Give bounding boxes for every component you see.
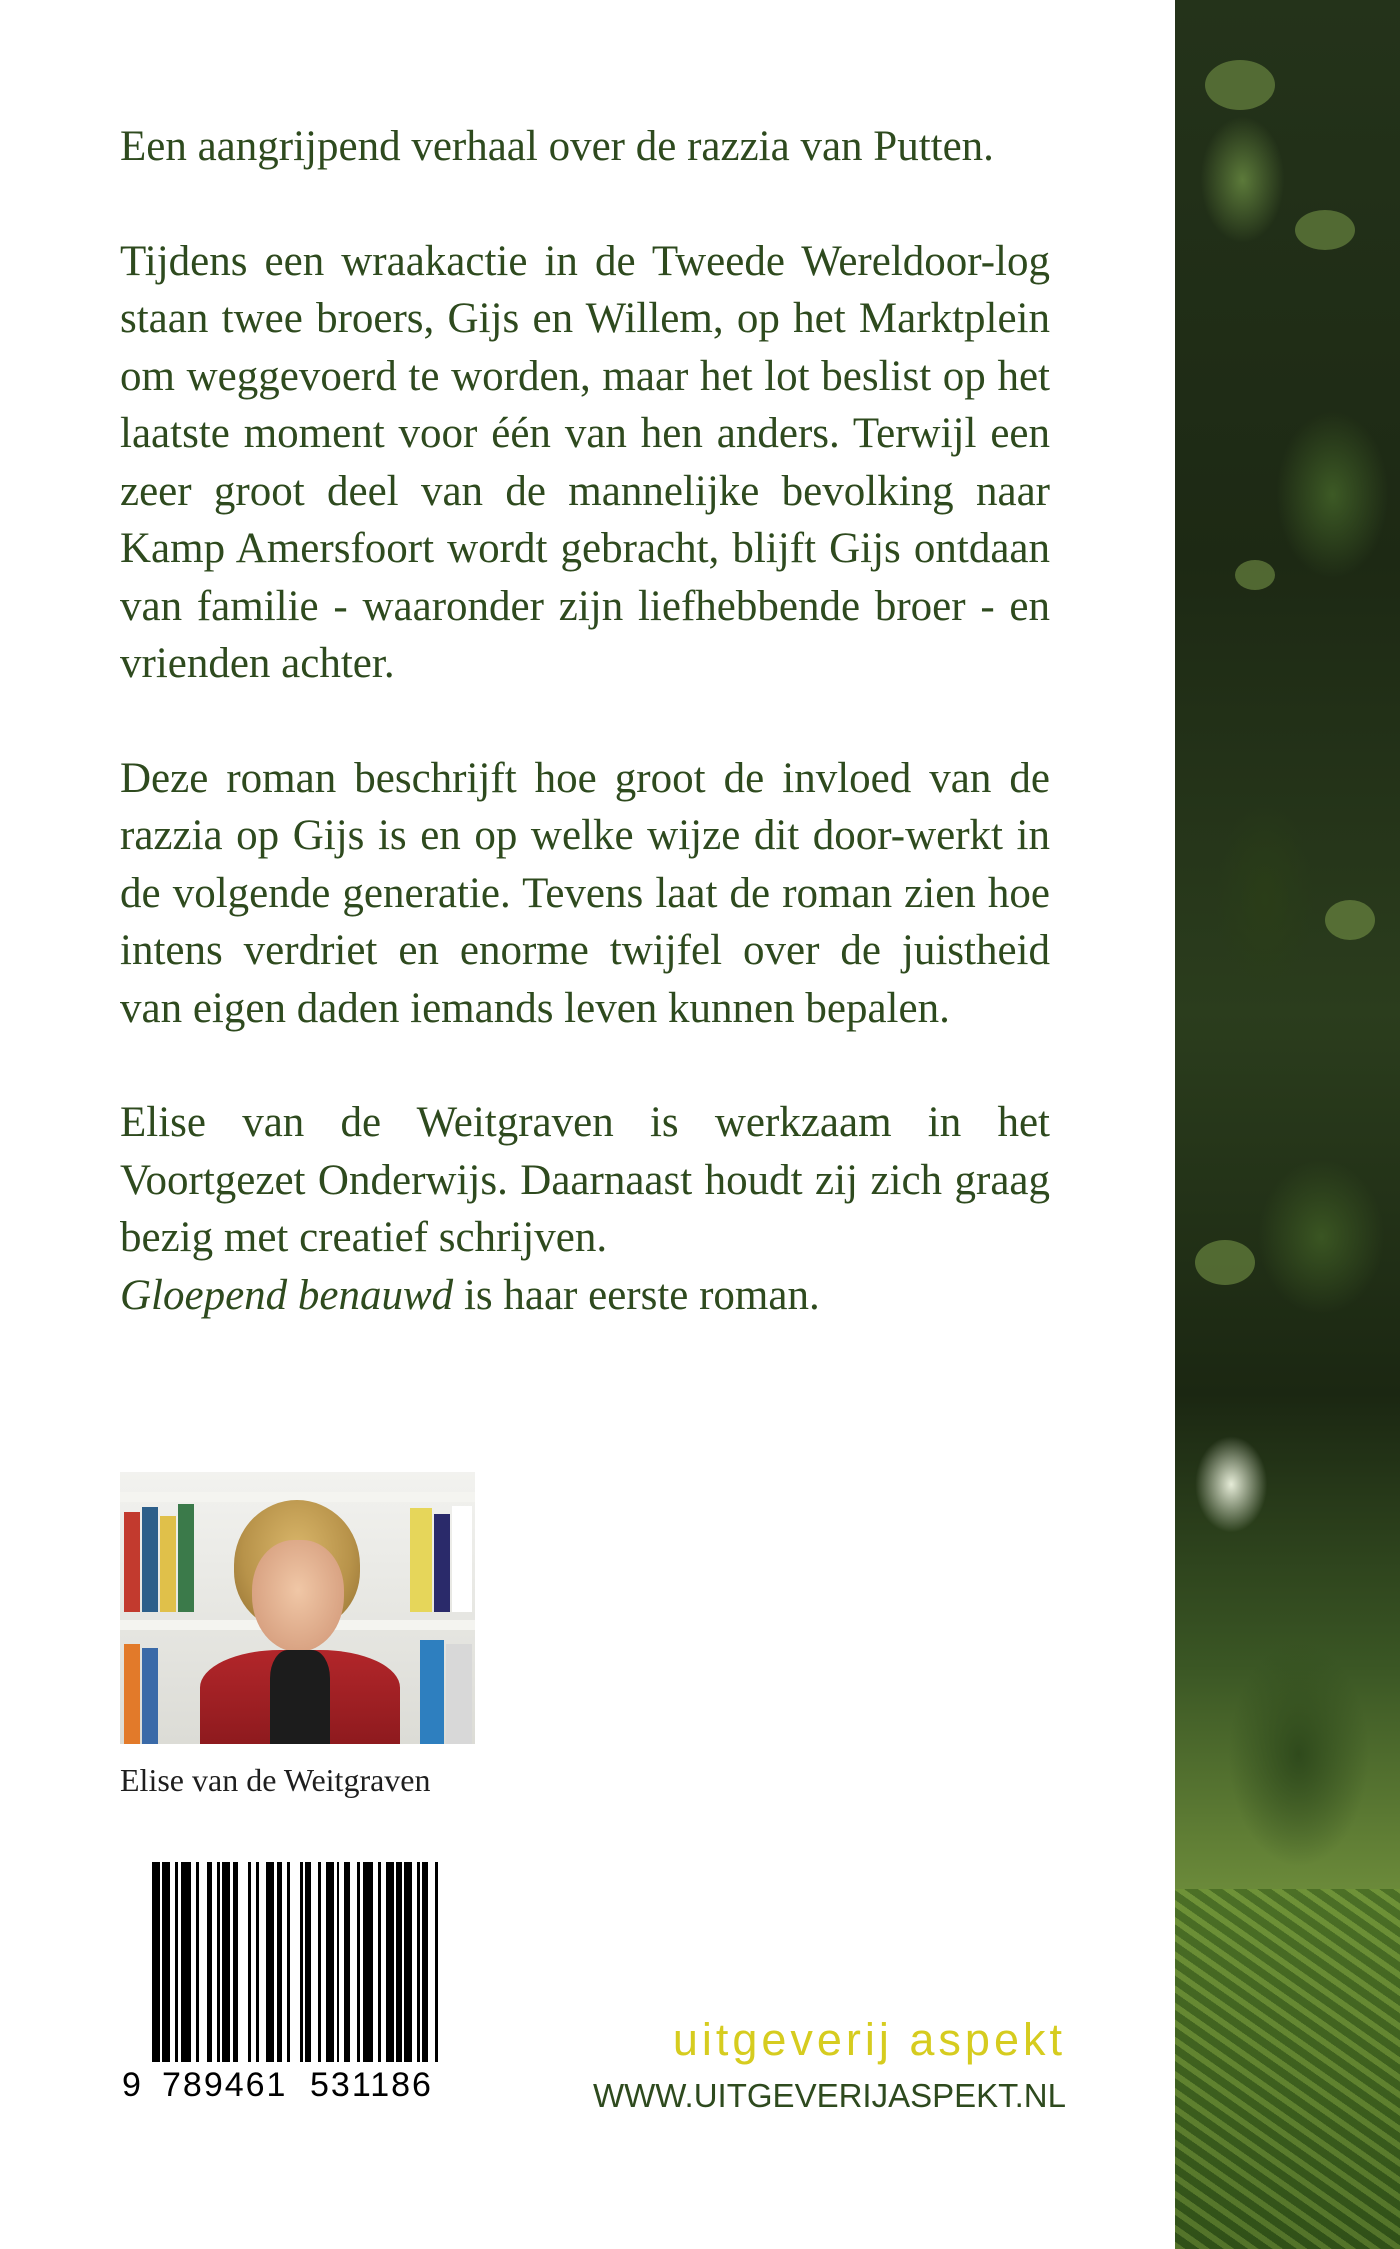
barcode-bar [256, 1862, 259, 2062]
barcode-bar [404, 1862, 412, 2062]
barcode-bar [300, 1862, 303, 2062]
barcode-bar [266, 1862, 274, 2062]
barcode-bar [196, 1862, 199, 2062]
barcode-bar [435, 1862, 438, 2062]
barcode-bar [248, 1862, 251, 2062]
barcode-bar [305, 1862, 310, 2062]
barcode-bar [277, 1862, 282, 2062]
barcode-bar [337, 1862, 340, 2062]
barcode-digit-prefix: 9 [122, 2066, 142, 2104]
barcode-bar [386, 1862, 394, 2062]
barcode-digit-group-1: 789461 [162, 2066, 288, 2104]
blurb-text [120, 118, 1050, 1324]
barcode-bar [287, 1862, 290, 2062]
barcode-bar [422, 1862, 427, 2062]
barcode-bar [162, 1862, 170, 2062]
barcode-bars [152, 1862, 457, 2062]
barcode-bar [396, 1862, 401, 2062]
barcode-bar [417, 1862, 420, 2062]
barcode-bar [207, 1862, 212, 2062]
author-bio-text: Elise van de Weitgraven is werkzaam in het Voortgezet Onderwijs. Daarnaast houdt zij zich graag bezig met creatief schrijven. [120, 1099, 1050, 1261]
barcode-bar [152, 1862, 160, 2062]
book-title: Gloepend benauwd [120, 1271, 454, 1319]
hedge-image [1175, 1889, 1400, 2249]
barcode-bar [175, 1862, 178, 2062]
isbn-barcode [120, 1852, 465, 2114]
photo-caption: Elise van de Weitgraven [120, 1762, 431, 1798]
tree-photo-strip [1175, 0, 1400, 2249]
book-title-suffix: is haar eerste roman. [453, 1271, 820, 1319]
publisher-name: uitgeverij aspekt [672, 2014, 1066, 2065]
barcode-bar [363, 1862, 373, 2062]
barcode-digit-group-2: 531186 [310, 2066, 433, 2104]
blurb-paragraph-1: Tijdens een wraakactie in de Tweede Wereldoor-log staan twee broers, Gijs en Willem, op het Marktplein om weggevoerd te worden, maar het lot beslist op het laatste moment voor één van hen anders. Terwijl een zeer groot deel van de mannelijke bevolking naar Kamp Amersfoort wordt gebracht, blijft Gijs ontdaan van familie - waaronder zijn liefhebbende broer - en vrienden achter. [120, 237, 1050, 687]
barcode-bar [318, 1862, 321, 2062]
author-bio [120, 1094, 1050, 1324]
barcode-bar [222, 1862, 230, 2062]
barcode-bar [378, 1862, 381, 2062]
publisher-website: WWW.UITGEVERIJASPEKT.NL [592, 2077, 1066, 2114]
barcode-bar [181, 1862, 191, 2062]
author-portrait [200, 1500, 400, 1744]
blurb-lead: Een aangrijpend verhaal over de razzia van Putten. [120, 123, 994, 170]
author-photo [120, 1472, 475, 1744]
barcode-bar [217, 1862, 220, 2062]
barcode-bar [344, 1862, 349, 2062]
barcode-bar [357, 1862, 360, 2062]
blurb-paragraph-2: Deze roman beschrijft hoe groot de invloed van de razzia op Gijs is en op welke wijze dit door-werkt in de volgende generatie. Tevens laat de roman zien hoe intens verdriet en enorme twijfel over de juistheid van eigen daden iemands leven kunnen bepalen. [120, 754, 1050, 1032]
barcode-bar [233, 1862, 238, 2062]
barcode-bar [326, 1862, 334, 2062]
